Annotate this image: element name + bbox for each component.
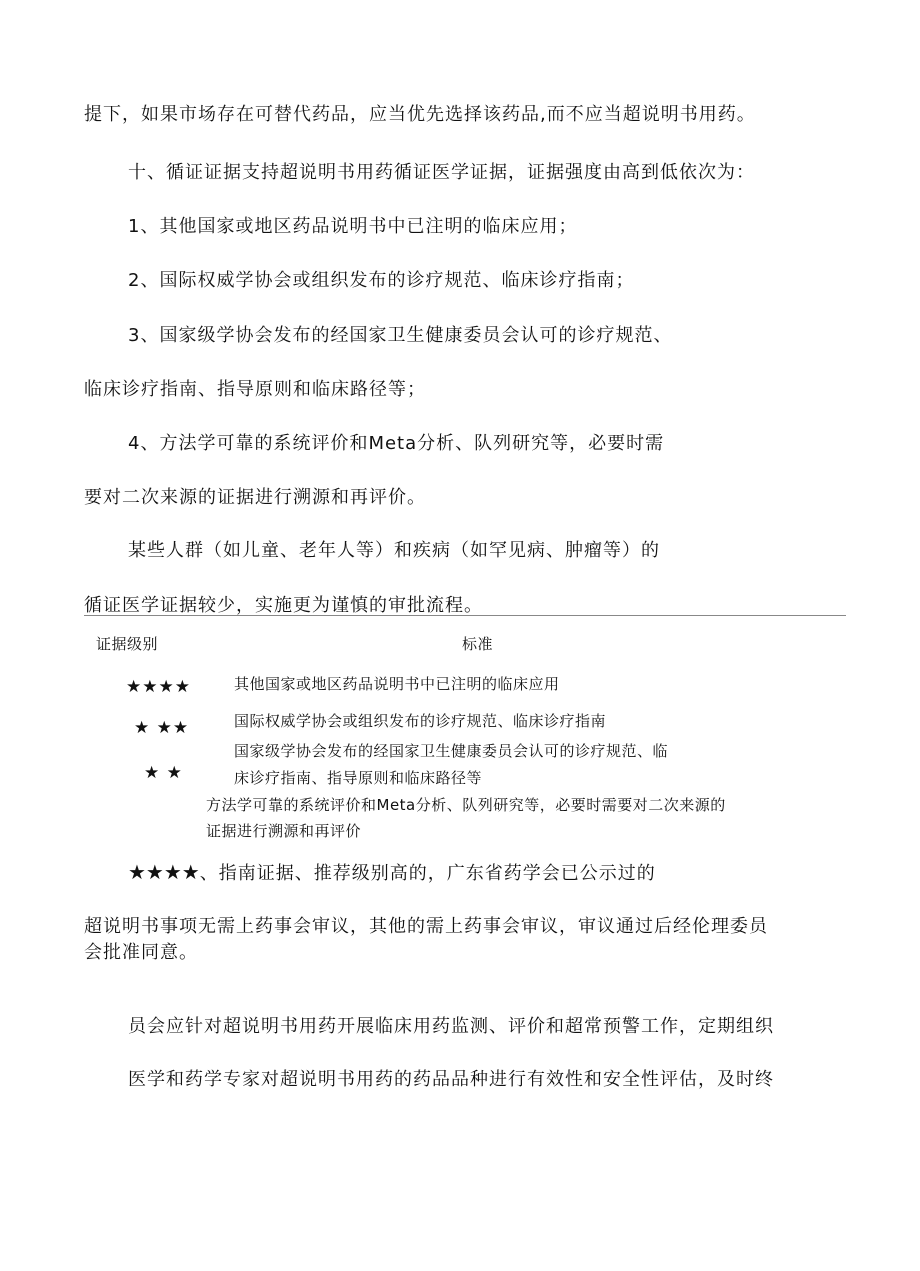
table-row-standard: 方法学可靠的系统评价和Meta分析、队列研究等，必要时需要对二次来源的 <box>206 796 726 814</box>
four-star-rating: ★★★★ <box>128 860 200 884</box>
table-row-standard: 国家级学协会发布的经国家卫生健康委员会认可的诊疗规范、临 <box>234 742 669 760</box>
monitoring-paragraph: 员会应针对超说明书用药开展临床用药监测、评价和超常预警工作，定期组织 <box>128 1016 774 1037</box>
evidence-item-2: 2、国际权威学协会或组织发布的诊疗规范、临床诊疗指南； <box>128 270 635 291</box>
star-rating-2: ★ ★ <box>144 763 183 783</box>
evidence-item-3-cont: 临床诊疗指南、指导原则和临床路径等； <box>84 379 426 400</box>
approval-note-line-end: 会批准同意。 <box>84 942 198 963</box>
section-ten-heading: 十、循证证据支持超说明书用药循证医学证据，证据强度由高到低依次为： <box>128 162 755 183</box>
evidence-item-4-cont: 要对二次来源的证据进行溯源和再评价。 <box>84 487 426 508</box>
table-header-level: 证据级别 <box>96 635 159 653</box>
table-row-standard: 国际权威学协会或组织发布的诊疗规范、临床诊疗指南 <box>234 712 607 730</box>
four-star-note <box>128 860 656 886</box>
special-population-note: 某些人群（如儿童、老年人等）和疾病（如罕见病、肿瘤等）的 <box>128 540 660 561</box>
table-row-standard: 其他国家或地区药品说明书中已注明的临床应用 <box>234 675 560 693</box>
special-population-note-cont: 循证医学证据较少，实施更为谨慎的审批流程。 <box>84 595 483 616</box>
evidence-item-4: 4、方法学可靠的系统评价和Meta分析、队列研究等，必要时需 <box>128 433 665 454</box>
four-star-note-text: 、指南证据、推荐级别高的，广东省药学会已公示过的 <box>199 863 656 884</box>
table-top-rule <box>84 615 846 616</box>
star-rating-3: ★ ★★ <box>134 718 190 738</box>
table-row-standard-cont: 证据进行溯源和再评价 <box>206 822 362 840</box>
paragraph-line: 提下，如果市场存在可替代药品，应当优先选择该药品,而不应当超说明书用药。 <box>84 104 756 125</box>
approval-note-line: 超说明书事项无需上药事会审议，其他的需上药事会审议，审议通过后经伦理委员 <box>84 916 768 937</box>
table-row-standard-cont: 床诊疗指南、指导原则和临床路径等 <box>234 769 483 787</box>
monitoring-paragraph-cont: 医学和药学专家对超说明书用药的药品品种进行有效性和安全性评估，及时终 <box>128 1069 774 1090</box>
star-rating-4: ★★★★ <box>126 677 191 697</box>
table-header-standard: 标准 <box>462 635 494 653</box>
evidence-item-1: 1、其他国家或地区药品说明书中已注明的临床应用； <box>128 216 578 237</box>
evidence-item-3: 3、国家级学协会发布的经国家卫生健康委员会认可的诊疗规范、 <box>128 325 673 346</box>
